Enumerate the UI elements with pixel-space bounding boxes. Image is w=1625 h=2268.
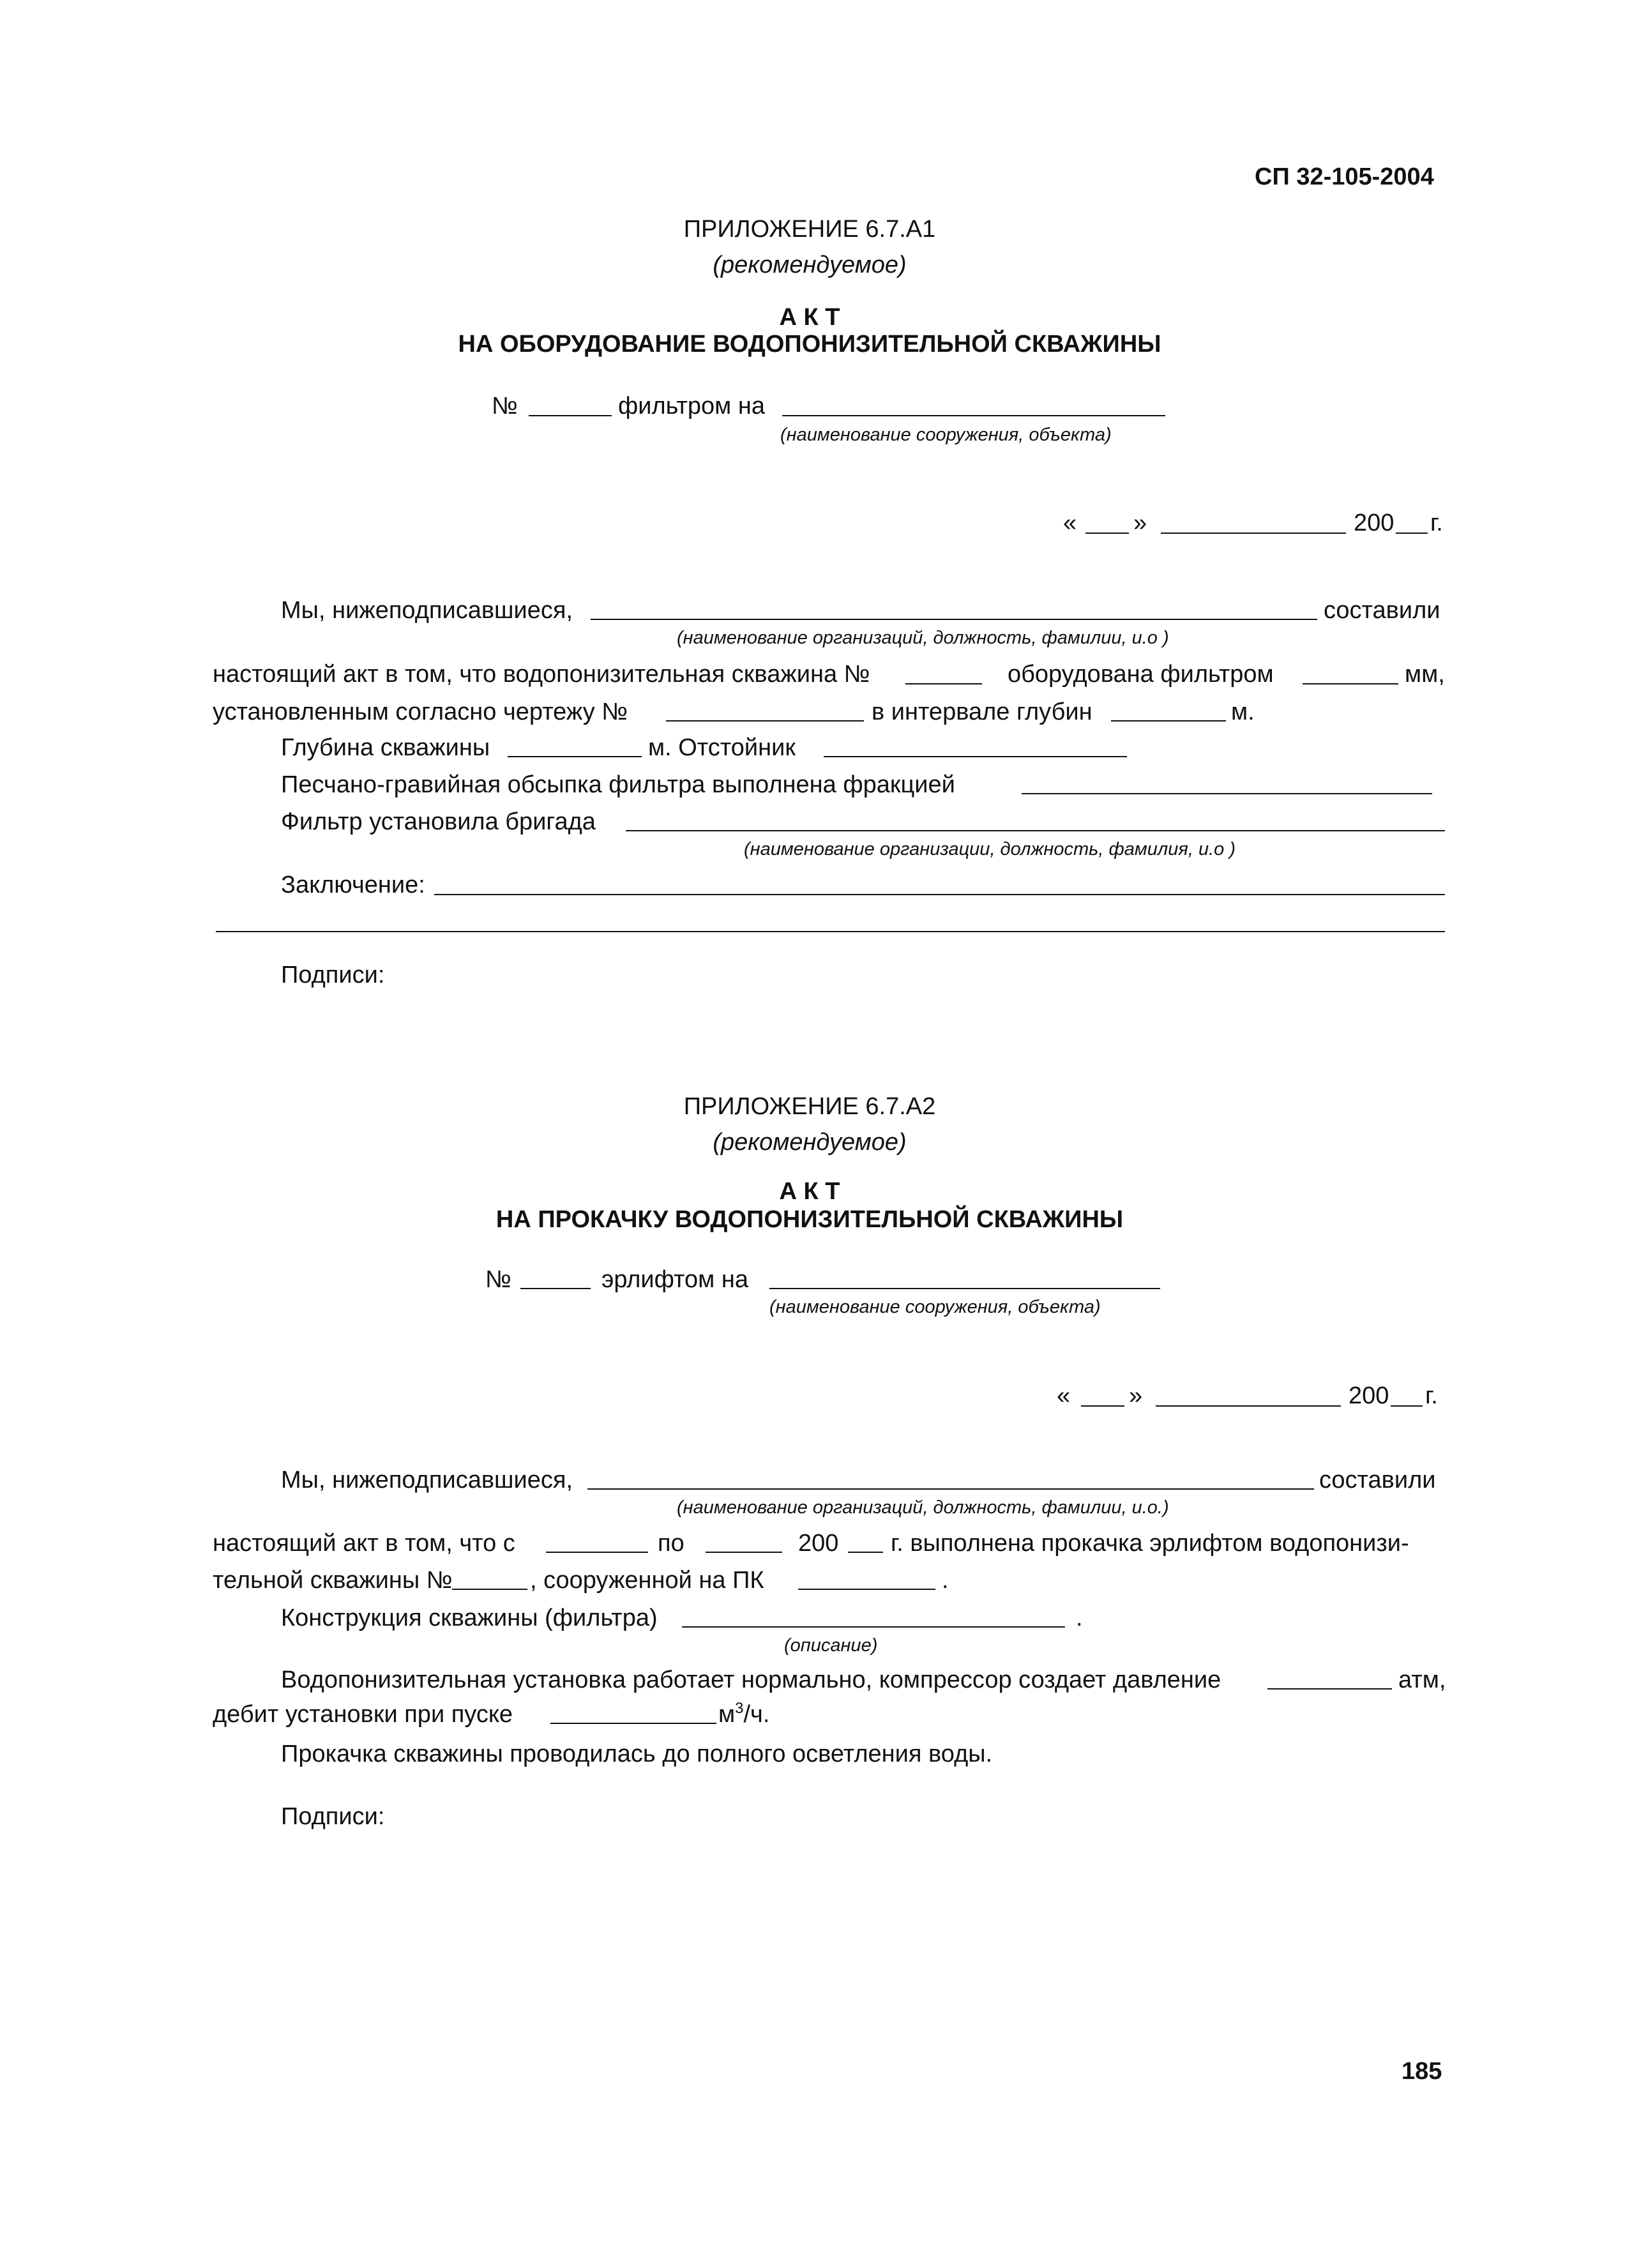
- act-2-number-label: №: [485, 1266, 511, 1293]
- act-1-line2-b: в интервале глубин: [872, 699, 1092, 725]
- act-2-signatures: Подписи:: [281, 1803, 385, 1830]
- act-1-filter-label: фильтром на: [618, 393, 765, 420]
- act-2-pk-line: [798, 1589, 935, 1590]
- page-number: 185: [1402, 2058, 1442, 2085]
- act-1-conclusion-label: Заключение:: [281, 872, 425, 898]
- act-1-orgs-line: [591, 619, 1317, 620]
- act-1-heading: А К Т: [779, 304, 840, 331]
- act-2-day-line: [1081, 1405, 1124, 1407]
- act-2-heading: А К Т: [779, 1178, 840, 1205]
- act-1-brigade-label: Фильтр установила бригада: [281, 808, 596, 835]
- act-1-month-line: [1161, 533, 1346, 534]
- act-2-year-line-2: [848, 1552, 883, 1553]
- act-1-year-suffix: г.: [1430, 510, 1443, 536]
- act-2-well-number-line: [452, 1589, 527, 1590]
- act-2-line2-b: , сооруженной на ПК: [530, 1567, 764, 1594]
- act-1-we-signed: Мы, нижеподписавшиеся,: [281, 597, 573, 624]
- act-1-orgs-caption: (наименование организаций, должность, фамилии, и.о ): [677, 628, 1169, 648]
- act-2-line1-c: 200: [798, 1530, 839, 1557]
- act-2-year-line: [1391, 1405, 1423, 1407]
- act-1-drawing-number-line: [666, 720, 864, 722]
- act-2-debit-unit: $м^3/ч$.: [718, 1700, 770, 1728]
- act-1-title: НА ОБОРУДОВАНИЕ ВОДОПОНИЗИТЕЛЬНОЙ СКВАЖИНЫ: [458, 331, 1161, 358]
- act-2-quote-close: »: [1129, 1382, 1143, 1409]
- act-1-year-line: [1396, 533, 1428, 534]
- act-2-line1-b: по: [658, 1530, 684, 1557]
- act-1-conclusion-line: [434, 894, 1445, 895]
- act-2-construction-line: [682, 1626, 1065, 1628]
- appendix-1-label: ПРИЛОЖЕНИЕ 6.7.А1: [683, 216, 936, 243]
- act-2-number-line: [520, 1288, 591, 1289]
- act-2-year-suffix: г.: [1425, 1382, 1438, 1409]
- act-2-composed: составили: [1319, 1467, 1436, 1493]
- act-1-object-caption: (наименование сооружения, объекта): [780, 425, 1112, 445]
- act-1-number-label: №: [492, 393, 518, 420]
- act-2-debit-line: [550, 1723, 716, 1724]
- act-2-to-date-line: [706, 1552, 782, 1553]
- act-2-pressure-line: [1267, 1688, 1392, 1690]
- act-2-from-date-line: [546, 1552, 648, 1553]
- act-1-quote-close: »: [1133, 510, 1147, 536]
- act-1-depth-label: Глубина скважины: [281, 734, 490, 761]
- act-1-quote-open: «: [1063, 510, 1077, 536]
- act-2-line1-d: г. выполнена прокачка эрлифтом водопонизи-: [891, 1530, 1409, 1557]
- act-2-year: 200: [1349, 1382, 1389, 1409]
- document-code: СП 32-105-2004: [1255, 163, 1434, 190]
- act-2-object-line: [769, 1288, 1160, 1289]
- act-1-gravel-line: [1022, 793, 1432, 794]
- act-2-month-line: [1156, 1405, 1341, 1407]
- act-1-brigade-line: [626, 830, 1445, 831]
- act-1-line1-c: мм,: [1405, 661, 1445, 688]
- act-1-line1-a: настоящий акт в том, что водопонизительная скважина №: [213, 661, 870, 688]
- act-2-orgs-caption: (наименование организаций, должность, фамилии, и.о.): [677, 1497, 1169, 1518]
- act-1-signatures: Подписи:: [281, 962, 385, 988]
- act-2-airlift-label: эрлифтом на: [601, 1266, 748, 1293]
- act-2-title: НА ПРОКАЧКУ ВОДОПОНИЗИТЕЛЬНОЙ СКВАЖИНЫ: [495, 1206, 1124, 1233]
- act-1-conclusion-line-2: [216, 931, 1445, 932]
- act-1-composed: составили: [1324, 597, 1440, 624]
- act-2-object-caption: (наименование сооружения, объекта): [769, 1297, 1101, 1317]
- act-2-debit-label: дебит установки при пуске: [213, 1701, 513, 1728]
- act-1-gravel-label: Песчано-гравийная обсыпка фильтра выполнена фракцией: [281, 771, 955, 798]
- act-1-sump-label: м. Отстойник: [648, 734, 796, 761]
- act-1-sump-line: [824, 756, 1127, 757]
- act-2-atm-unit: атм,: [1398, 1667, 1446, 1693]
- act-2-plant-label: Водопонизительная установка работает нормально, компрессор создает давление: [281, 1667, 1221, 1693]
- act-1-line1-b: оборудована фильтром: [1008, 661, 1274, 688]
- act-1-line2-a: установленным согласно чертежу №: [213, 699, 628, 725]
- act-1-number-line: [529, 415, 612, 416]
- act-2-we-signed: Мы, нижеподписавшиеся,: [281, 1467, 573, 1493]
- act-1-line2-c: м.: [1231, 699, 1255, 725]
- act-1-depth-line: [508, 756, 642, 757]
- act-1-year: 200: [1354, 510, 1394, 536]
- appendix-1-status: (рекомендуемое): [713, 252, 907, 278]
- act-1-well-number-line: [905, 683, 982, 684]
- act-1-org-caption: (наименование организации, должность, фамилия, и.о ): [744, 839, 1236, 859]
- appendix-2-status: (рекомендуемое): [713, 1129, 907, 1156]
- act-1-filter-size-line: [1303, 683, 1398, 684]
- act-2-line2-c: .: [942, 1567, 949, 1594]
- act-1-day-line: [1085, 533, 1129, 534]
- act-1-depth-interval-line: [1111, 720, 1226, 722]
- act-2-line1-a: настоящий акт в том, что с: [213, 1530, 515, 1557]
- act-1-object-line: [782, 415, 1165, 416]
- act-2-orgs-line: [587, 1488, 1314, 1490]
- act-2-construction-end: .: [1076, 1605, 1083, 1631]
- act-2-pumping-text: Прокачка скважины проводилась до полного осветления воды.: [281, 1741, 993, 1767]
- appendix-2-label: ПРИЛОЖЕНИЕ 6.7.А2: [683, 1093, 936, 1120]
- act-2-line2-a: тельной скважины №: [213, 1567, 453, 1594]
- act-2-description-caption: (описание): [784, 1635, 878, 1656]
- act-2-construction-label: Конструкция скважины (фильтра): [281, 1605, 658, 1631]
- act-2-quote-open: «: [1057, 1382, 1071, 1409]
